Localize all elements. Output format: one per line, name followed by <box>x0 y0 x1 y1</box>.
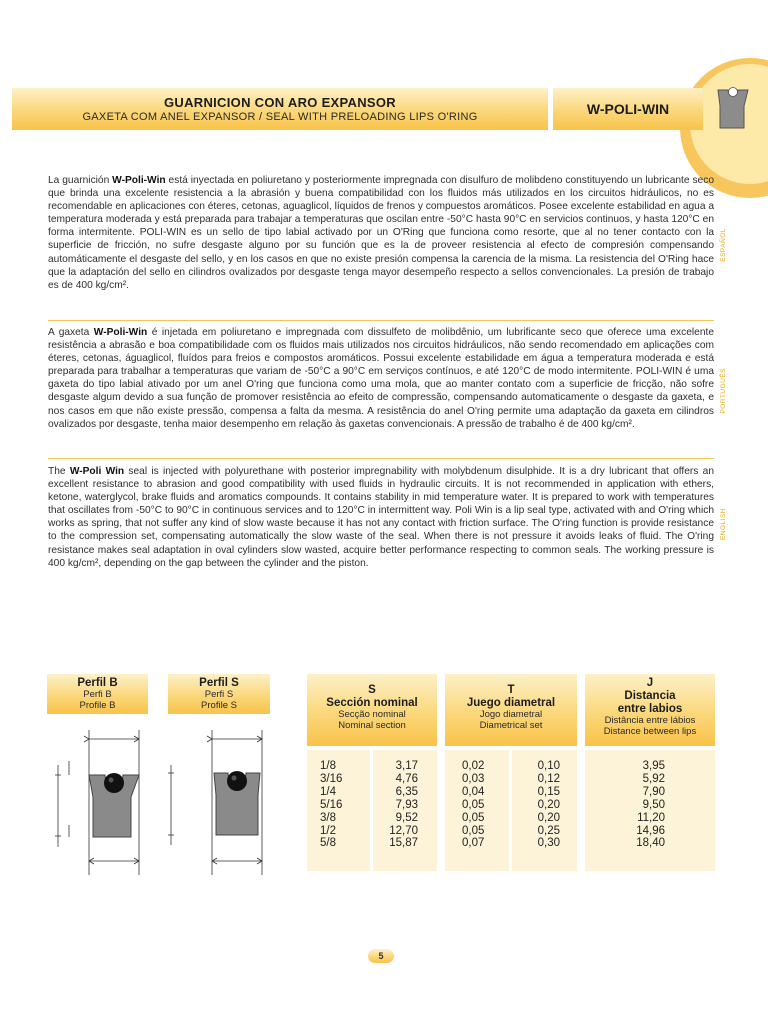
table-cell: 0,25 <box>537 824 560 837</box>
profile-b-pt: Perfi B <box>83 689 112 700</box>
description-english <box>48 465 714 570</box>
table-cell: 3/8 <box>320 811 336 824</box>
table-cell: 5/8 <box>320 837 336 850</box>
profile-s-drawing <box>160 725 275 880</box>
header-j-en: Distance between lips <box>603 725 697 737</box>
table-cell: 0,30 <box>537 837 560 850</box>
product-name-inline: W-Poli-Win <box>112 175 166 186</box>
para-lead: La guarnición <box>48 175 113 186</box>
column-s-mm <box>378 760 418 850</box>
column-s-inch <box>320 760 360 850</box>
table-cell: 9,52 <box>395 811 418 824</box>
divider <box>48 320 714 321</box>
table-cell: 3,17 <box>395 760 418 772</box>
para-lead: A gaxeta <box>48 327 94 338</box>
table-cell: 7,93 <box>395 798 418 811</box>
header-s-letter: S <box>368 684 376 696</box>
table-cell: 0,20 <box>537 798 560 811</box>
profile-b-header <box>47 674 148 714</box>
product-name-inline: W-Poli Win <box>69 466 125 477</box>
table-cell: 15,87 <box>389 837 418 850</box>
language-label-portuguese: PORTUGUÊS <box>720 368 727 414</box>
header-lip-distance <box>585 674 715 746</box>
table-cell: 1/8 <box>320 760 336 772</box>
table-cell: 3/16 <box>320 772 343 785</box>
header-diametrical-set <box>445 674 577 746</box>
table-cell: 0,03 <box>462 772 485 785</box>
header-j-title2: entre labios <box>617 703 683 715</box>
table-cell: 0,12 <box>537 772 560 785</box>
table-cell: 0,02 <box>462 760 485 772</box>
table-cell: 1/4 <box>320 785 336 798</box>
product-name: W-POLI-WIN <box>586 101 670 117</box>
column-t-max <box>520 760 560 850</box>
header-s-title: Sección nominal <box>326 697 418 709</box>
profile-s-pt: Perfi S <box>204 689 234 700</box>
table-cell: 0,07 <box>462 837 485 850</box>
language-label-english: ENGLISH <box>720 508 727 541</box>
language-label-spanish: ESPAÑOL <box>720 228 727 262</box>
header-s-en: Nominal section <box>338 719 406 731</box>
profile-b-title: Perfil B <box>77 677 118 689</box>
table-cell: 4,76 <box>395 772 418 785</box>
table-cell: 14,96 <box>636 824 665 837</box>
table-cell: 5,92 <box>642 772 665 785</box>
table-cell: 0,05 <box>462 798 485 811</box>
para-lead: The <box>48 466 70 477</box>
header-nominal-section <box>307 674 437 746</box>
header-t-en: Diametrical set <box>479 719 543 731</box>
table-cell: 18,40 <box>636 837 665 850</box>
table-cell: 6,35 <box>395 785 418 798</box>
header-s-pt: Secção nominal <box>338 709 406 720</box>
column-j <box>625 760 665 850</box>
table-cell: 0,05 <box>462 811 485 824</box>
table-cell: 5/16 <box>320 798 343 811</box>
seal-icon <box>712 84 752 132</box>
column-t-min <box>462 760 502 850</box>
profile-s-title: Perfil S <box>199 677 239 689</box>
table-cell: 0,15 <box>537 785 560 798</box>
header-t-pt: Jogo diametral <box>479 709 543 720</box>
para-body: está inyectada en poliuretano y posteriormente impregnada con disulfuro de molibdeno constituyendo un lubricante seco que brinda una excelente resistencia a la abrasión y buena compatibilidad con los fluidos más utilizados en los circuitos hidráulicos, no es recomendable en aplicaciones con éteres, cetonas, aguaglicol, líquidos de frenos y compuestos aromáticos. Posee excelente estabilidad en agua a temperatura moderada y está preparada para trabajar a temperaturas que oscilan entre -50°C hasta 90°C en servicios continuos, y hasta 120°C en forma intermitente. POLI-WIN es un sello de tipo labial activado por un O'Ring que funciona como resorte, que al no tener contacto con la superficie de fricción, no sufre desgaste alguno por su función que es la de proveer resistencia al efecto de compresión compensando automáticamente el desgaste del sello, y en los casos en que no existe presión compensa la carencia de la misma. La resistencia del O'Ring hace que la adaptación del sello en cilindros ovalizados por desgaste tenga mayor desempeño respecto a sellos convencionales. La presión de trabajo es de 400 kg/cm². <box>48 175 714 291</box>
table-cell: 0,05 <box>462 824 485 837</box>
profile-s-en: Profile S <box>201 699 237 711</box>
para-body: seal is injected with polyurethane with posterior impregnability with molybdenum disulphide. It is a dry lubricant that offers an excellent resistance to abrasion and good compatibility with used fluids in hydraulic circuits. It is not recommended in application with ethers, ketone, waterglycol, brake fluids and aromatics compounds. It contains stability in mid temperature water. It is prepared to work with temperatures that oscillates from -50°C to 90°C in continuous services and to 120°C in intermittent way. Poli Win is a lip seal type, activated with and O'ring which works as spring, that not suffer any kind of slow waste because it has not any contact with friction surface. The O'ring function is provide resistance to the compression set, compensating automatically the slow waste of the seal. When there is not pressure it avoids leaks of fluid. The O'ring resistance makes seal adaptation in oval cylinders slow wasted, acquire better performance respecting to common seals. The working pressure is 400 kg/cm², depending on the gap between the cylinder and the piston. <box>48 466 714 569</box>
table-cell: 0,20 <box>537 811 560 824</box>
table-cell: 12,70 <box>389 824 418 837</box>
table-cell: 7,90 <box>642 785 665 798</box>
header-j-letter: J <box>646 677 654 689</box>
page-number: 5 <box>368 949 394 963</box>
profile-b-en: Profile B <box>79 699 116 711</box>
product-banner <box>553 88 703 130</box>
table-cell: 3,95 <box>642 760 665 772</box>
header-j-title1: Distancia <box>624 690 676 702</box>
table-cell: 9,50 <box>642 798 665 811</box>
header-banner <box>12 88 548 130</box>
header-j-pt: Distância entre lábios <box>604 715 696 726</box>
table-cell: 0,10 <box>537 760 560 772</box>
page-subtitle: GAXETA COM ANEL EXPANSOR / SEAL WITH PRELOADING LIPS O'RING <box>82 111 478 123</box>
table-cell: 11,20 <box>637 811 665 824</box>
header-t-letter: T <box>507 684 515 696</box>
table-cell: 1/2 <box>320 824 336 837</box>
para-body: é injetada em poliuretano e impregnada com dissulfeto de molibdênio, um lubrificante seco que oferece uma excelente resistência a abrasão e boa compatibilidade com os fluidos mais utilizados nos circuitos hidráulicos, não sendo recomendado em aplicações com éteres, cetonas, águaglicol, fluídos para freios e compostos aromáticos. Possui excelente estabilidade em água a temperatura moderada e está preparada para trabalhar a temperaturas que variam de -50°C a 90°C em serviços contínuos, e até 120°C de modo intermitente. POLI-WIN é uma gaxeta do tipo labial ativado por um anel O'ring que funciona como uma mola, que ao manter contato com a superficie de fricção, não sofre desgaste algum devido a sua função de promover resistência ao efeito de compressão, compensando automaticamente o desgaste da gaxeta, e nos casos em que não existe pressão, compensa a falta da mesma. A resistência do anel O'ring permite uma adaptação da gaxeta em cilindros ovalizados por desgaste, tenha maior desempenho em relação às gaxetas convencionais. A pressão de trabalho é de 400 kg/cm². <box>48 327 714 430</box>
profile-b-drawing <box>47 725 155 880</box>
product-name-inline: W-Poli-Win <box>93 327 148 338</box>
page-title: GUARNICION CON ARO EXPANSOR <box>163 95 396 110</box>
table-cell: 0,04 <box>462 785 485 798</box>
profile-s-header <box>168 674 270 714</box>
header-t-title: Juego diametral <box>466 697 556 709</box>
description-spanish <box>48 174 714 292</box>
divider <box>48 458 714 459</box>
description-portuguese <box>48 326 714 431</box>
